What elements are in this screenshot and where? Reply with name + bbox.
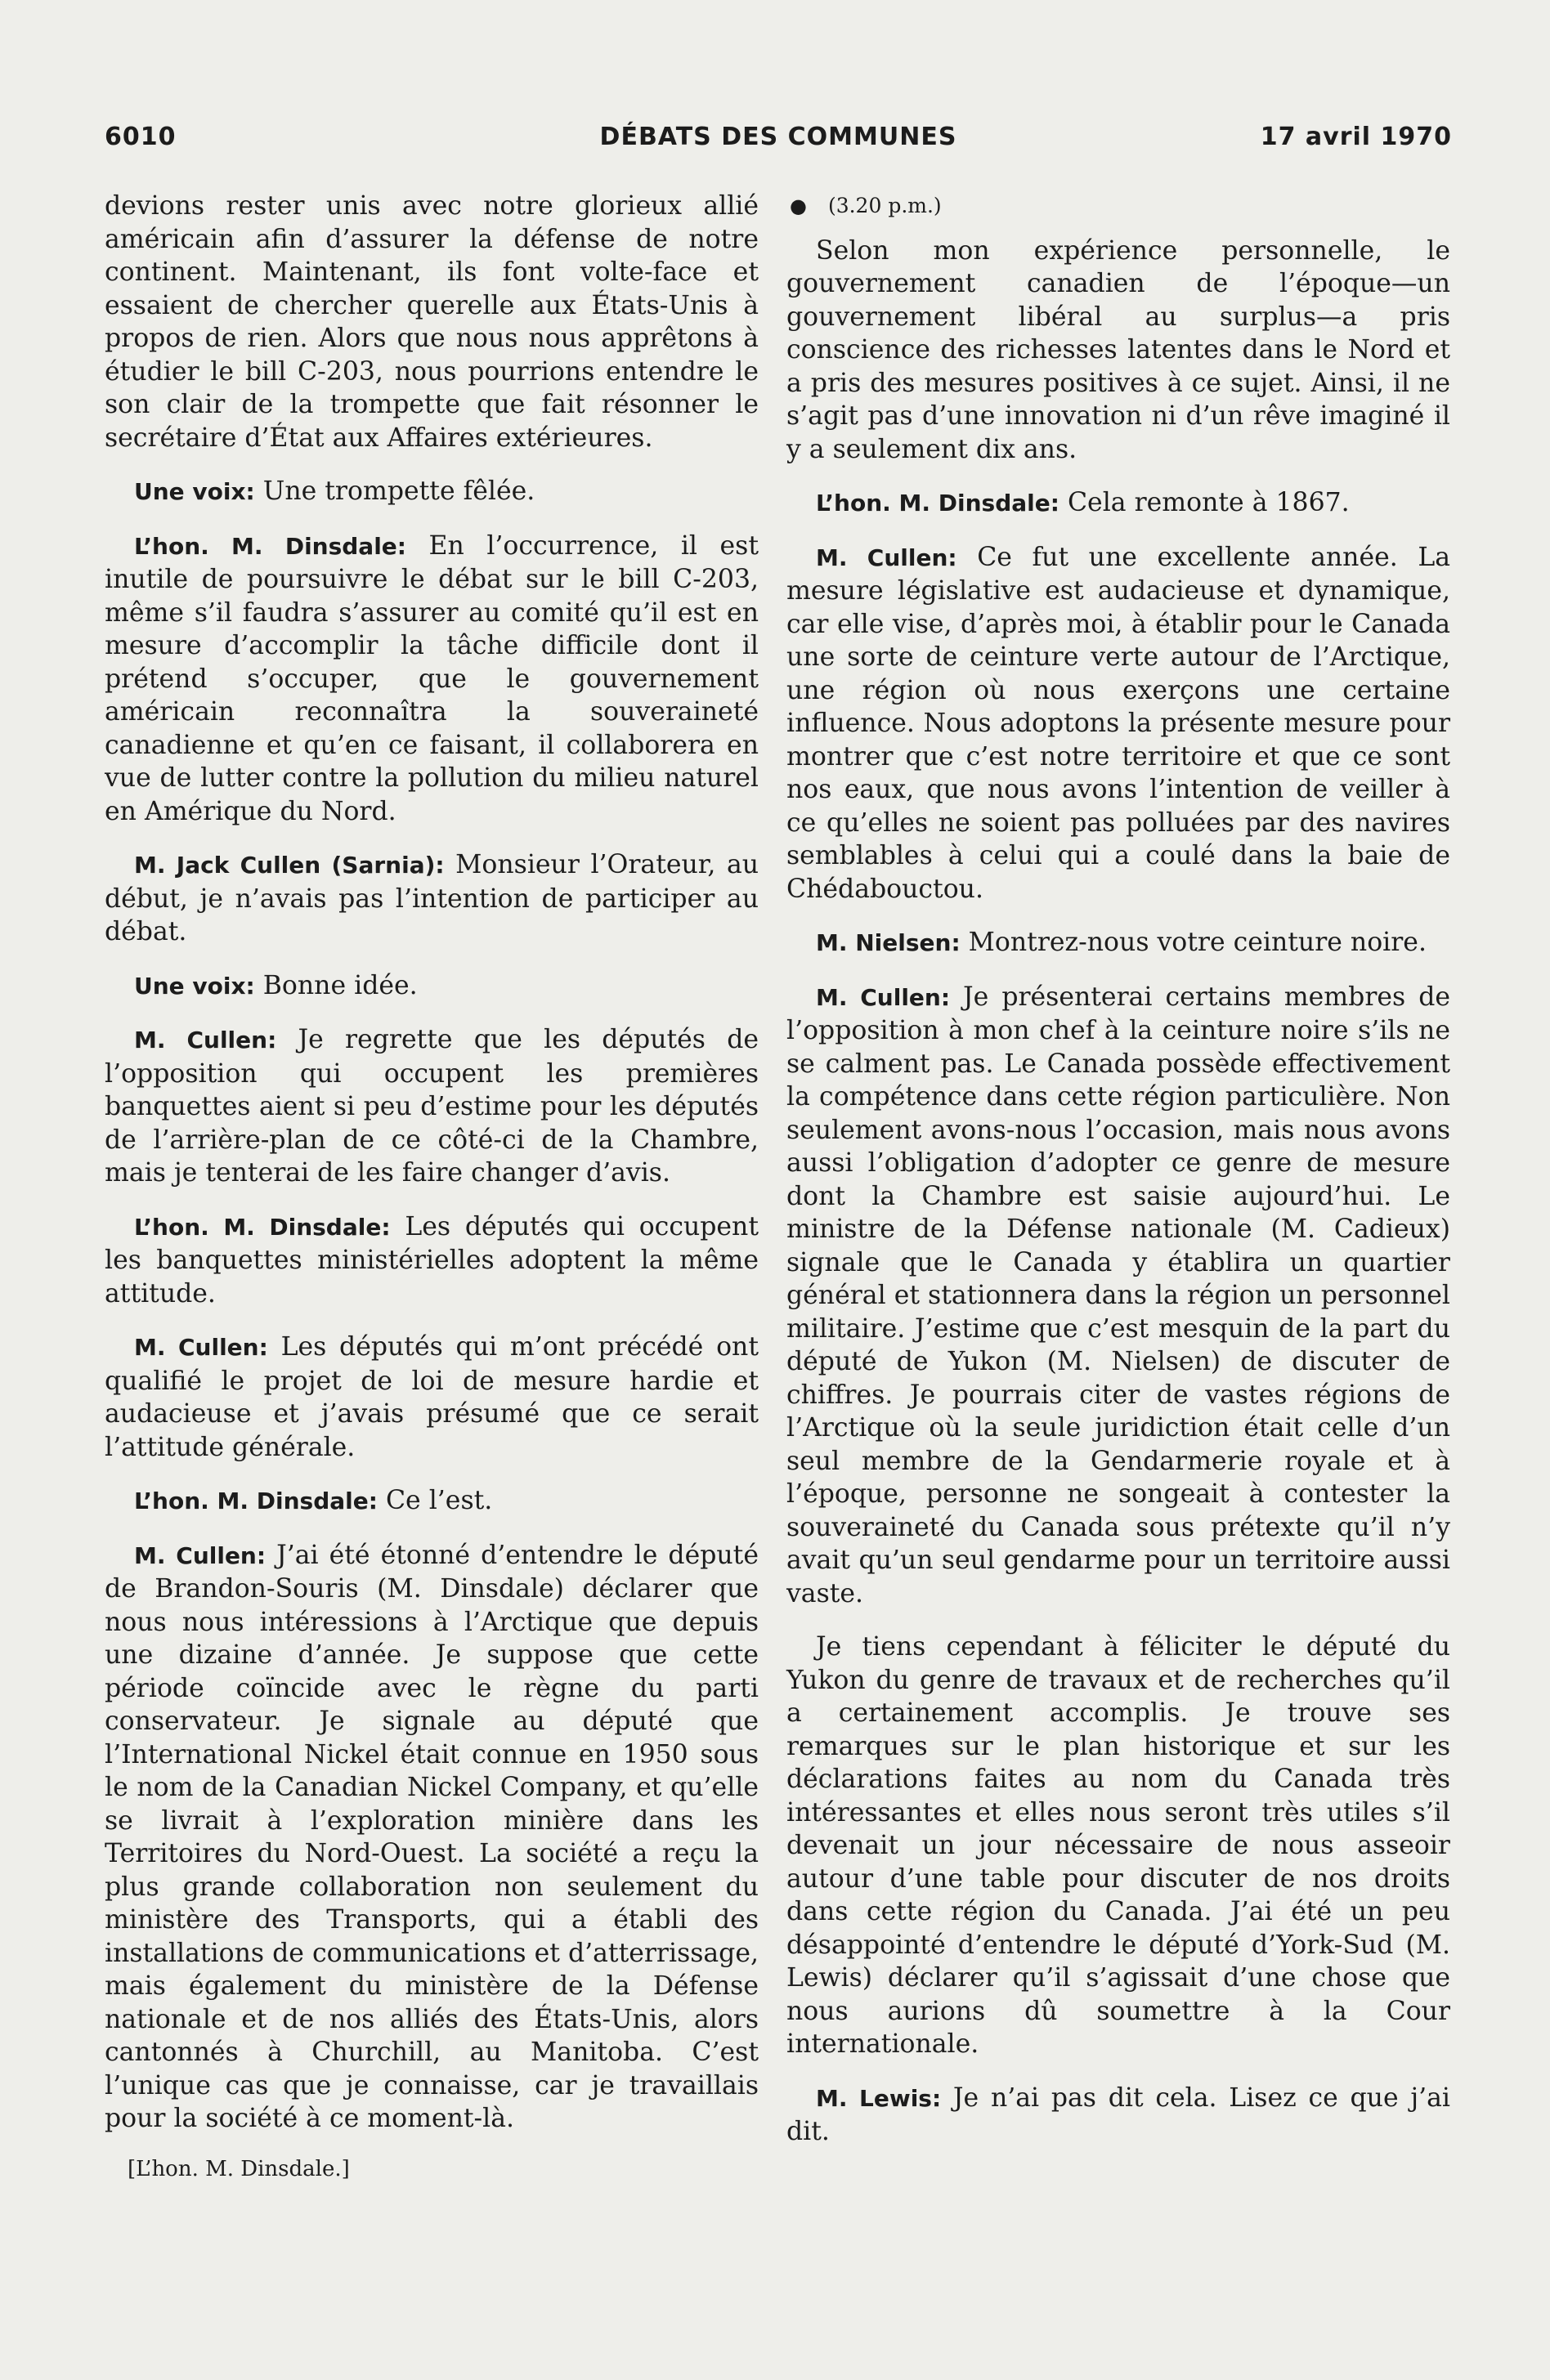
- speaker-attribution: [L’hon. M. Dinsdale.]: [128, 2156, 350, 2181]
- paragraph-text: Les députés qui m’ont précédé ont qualifié le projet de loi de mesure hardie et audacieuse et j’avais présumé que ce serait l’attitude générale.: [105, 1332, 759, 1462]
- paragraph: [105, 969, 759, 1004]
- page-header: [105, 123, 1452, 163]
- speaker-name: M. Cullen:: [816, 983, 951, 1011]
- speaker-name: L’hon. M. Dinsdale:: [134, 1488, 378, 1514]
- paragraph: [786, 981, 1450, 1611]
- speaker-name: M. Cullen:: [134, 1027, 277, 1054]
- paragraph: [786, 2082, 1450, 2149]
- speaker-name: Une voix:: [134, 972, 255, 1000]
- speaker-name: L’hon. M. Dinsdale:: [134, 532, 406, 560]
- paragraph: [786, 235, 1450, 467]
- speaker-name: M. Cullen:: [816, 544, 957, 571]
- time-text: (3.20 p.m.): [827, 194, 942, 217]
- paragraph-text: En l’occurrence, il est inutile de poursuivre le débat sur le bill C-203, même s’il faudra s’assurer au comité qu’il est en mesure d’accomplir la tâche difficile dont il prétend s’occuper, que le gouvernement américain reconnaîtra la souveraineté canadienne et qu’en ce faisant, il collaborera en vue de lutter contre la pollution du milieu naturel en Amérique du Nord.: [105, 530, 759, 826]
- publication-title: DÉBATS DES COMMUNES: [599, 123, 957, 151]
- speaker-name: Une voix:: [134, 478, 255, 505]
- paragraph: [105, 1539, 759, 2136]
- paragraph: [105, 1484, 759, 1519]
- paragraph: [786, 1631, 1450, 2061]
- paragraph-text: Cela remonte à 1867.: [1067, 488, 1350, 517]
- paragraph: [105, 530, 759, 829]
- paragraph: [786, 926, 1450, 960]
- bullet-icon: ●: [790, 195, 807, 217]
- paragraph: [105, 1331, 759, 1464]
- speaker-name: M. Cullen:: [134, 1541, 267, 1569]
- paragraph: [105, 848, 759, 949]
- paragraph: [786, 486, 1450, 521]
- speaker-name: L’hon. M. Dinsdale:: [816, 490, 1059, 517]
- speaker-name: M. Nielsen:: [816, 929, 961, 956]
- paragraph-text: Je regrette que les députés de l’opposition qui occupent les premières banquettes aient si peu d’estime pour les députés de l’arrière-plan de ce côté-ci de la Chambre, mais je tenterai de les faire changer d’avis.: [105, 1025, 759, 1188]
- speaker-name: M. Cullen:: [134, 1334, 268, 1361]
- paragraph: [105, 190, 759, 454]
- paragraph-text: Selon mon expérience personnelle, le gouvernement canadien de l’époque—un gouvernement libéral au surplus—a pris conscience des richesses latentes dans le Nord et a pris des mesures positives à ce sujet. Ainsi, il ne s’agit pas d’une innovation ni d’un rêve imaginé il y a seulement dix ans.: [786, 235, 1450, 464]
- paragraph-text: Je présenterai certains membres de l’opposition à mon chef à la ceinture noire s’ils ne se calment pas. Le Canada possède effectivement la compétence dans cette région particulière. Non seulement avons-nous l’occasion, mais nous avons aussi l’obligation d’adopter ce genre de mesure dont la Chambre est saisie aujourd’hui. Le ministre de la Défense nationale (M. Cadieux) signale que le Canada y établira un quartier général et stationnera dans la région un personnel militaire. J’estime que c’est mesquin de la part du député de Yukon (M. Nielsen) de discuter de chiffres. Je pourrais citer de vastes régions de l’Arctique où la seule juridiction était celle d’un seul membre de la Gendarmerie royale et à l’époque, personne ne songeait à contester la souveraineté du Canada sous prétexte qu’il n’y avait qu’un seul gendarme pour un territoire aussi vaste.: [786, 982, 1451, 1608]
- speaker-name: M. Jack Cullen (Sarnia):: [134, 852, 445, 879]
- paragraph-text: Montrez-nous votre ceinture noire.: [968, 928, 1427, 957]
- paragraph-text: Ce fut une excellente année. La mesure législative est audacieuse et dynamique, car elle vise, d’après moi, à établir pour le Canada une sorte de ceinture verte autour de l’Arctique, une région où nous exerçons une certaine influence. Nous adoptons la présente mesure pour montrer que c’est notre territoire et que ce sont nos eaux, que nous avons l’intention de veiller à ce qu’elles ne soient pas polluées par des navires semblables à celui qui a coulé dans la baie de Chédabouctou.: [786, 542, 1451, 904]
- paragraph-text: Une trompette fêlée.: [262, 476, 535, 506]
- speaker-name: M. Lewis:: [816, 2084, 942, 2112]
- right-column: [786, 190, 1450, 2169]
- paragraph: [105, 475, 759, 509]
- paragraph: [105, 1023, 759, 1190]
- paragraph-text: Monsieur l’Orateur, au début, je n’avais pas l’intention de participer au débat.: [105, 850, 759, 946]
- paragraph-text: Ce l’est.: [385, 1486, 493, 1515]
- paragraph: [786, 541, 1450, 906]
- paragraph-text: Je n’ai pas dit cela. Lisez ce que j’ai dit.: [786, 2082, 1450, 2146]
- paragraph-text: devions rester unis avec notre glorieux allié américain afin d’assurer la défense de notre continent. Maintenant, ils font volte-face et essaient de chercher querelle aux États-Unis à propos de rien. Alors que nous nous apprêtons à étudier le bill C-203, nous pourrions entendre le son clair de la trompette que fait résonner le secrétaire d’État aux Affaires extérieures.: [105, 191, 759, 453]
- left-column: [105, 190, 759, 2185]
- paragraph-text: Je tiens cependant à féliciter le député du Yukon du genre de travaux et de recherches qu’il a certainement accomplis. Je trouve ses remarques sur le plan historique et sur les déclarations faites au nom du Canada très intéressantes et elles nous seront très utiles s’il devenait un jour nécessaire de nous asseoir autour d’une table pour discuter de nos droits dans cette région du Canada. J’ai été un peu désappointé d’entendre le député d’York-Sud (M. Lewis) déclarer qu’il s’agissait d’une chose que nous aurions dû soumettre à la Cour internationale.: [786, 1632, 1450, 2059]
- time-stamp: [786, 190, 1450, 223]
- paragraph-text: Les députés qui occupent les banquettes ministérielles adoptent la même attitude.: [105, 1211, 759, 1309]
- speaker-name: L’hon. M. Dinsdale:: [134, 1213, 391, 1241]
- paragraph-text: Bonne idée.: [262, 970, 418, 1000]
- sitting-date: 17 avril 1970: [1260, 123, 1452, 151]
- page-number: 6010: [105, 123, 177, 151]
- paragraph: [105, 1210, 759, 1311]
- paragraph-text: J’ai été étonné d’entendre le député de Brandon-Souris (M. Dinsdale) déclarer que nous nous intéressions à l’Arctique que depuis une dizaine d’année. Je suppose que cette période coïncide avec le règne du parti conservateur. Je signale au député que l’International Nickel était connue en 1950 sous le nom de la Canadian Nickel Company, et qu’elle se livrait à l’exploration minière dans les Territoires du Nord-Ouest. La société a reçu la plus grande collaboration non seulement du ministère des Transports, qui a établi des installations de communications et d’atterrissage, mais également du ministère de la Défense nationale et de nos alliés des États-Unis, alors cantonnés à Churchill, au Manitoba. C’est l’unique cas que je connaisse, car je travaillais pour la société à ce moment-là.: [105, 1540, 759, 2133]
